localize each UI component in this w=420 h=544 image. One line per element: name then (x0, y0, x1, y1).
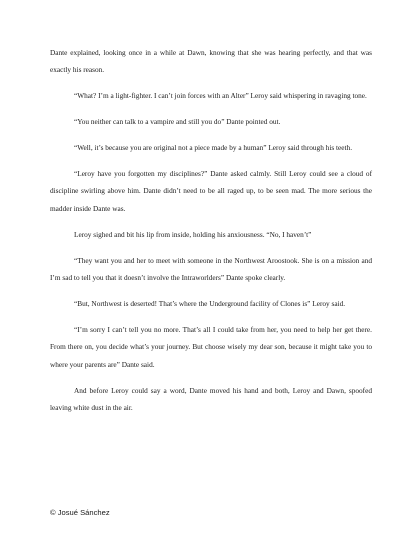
paragraph: “Well, it’s because you are original not a piece made by a human” Leroy said through his teeth. (74, 143, 353, 153)
paragraph: “Leroy have you forgotten my disciplines?” Dante asked calmly. Still Leroy could see a cloud of discipline swirling above him. Dante didn’t need to be all raged up, to be seen mad. The more serious the madder inside Dante was. (50, 169, 372, 213)
paragraph: Dante explained, looking once in a while at Dawn, knowing that she was hearing perfectly, and that was exactly his reason. (50, 48, 372, 75)
paragraph: “I’m sorry I can’t tell you no more. That’s all I could take from her, you need to help her get there. From there on, you decide what’s your journey. But choose wisely my dear son, because it might take you to where your parents are” Dante said. (50, 324, 372, 369)
story-text (50, 44, 372, 416)
paragraph: And before Leroy could say a word, Dante moved his hand and both, Leroy and Dawn, spoofed leaving white dust in the air. (50, 385, 372, 412)
paragraph: Leroy sighed and bit his lip from inside, holding his anxiousness. “No, I haven’t” (74, 229, 312, 239)
paragraph: “But, Northwest is deserted! That’s where the Underground facility of Clones is” Leroy said. (74, 298, 346, 308)
paragraph: “You neither can talk to a vampire and still you do” Dante pointed out. (74, 117, 281, 127)
copyright-footer: © Josué Sánchez (50, 508, 110, 517)
paragraph: “They want you and her to meet with someone in the Northwest Aroostook. She is on a mission and I’m sad to tell you that it doesn’t involve the Intraworlders” Dante spoke clearly. (50, 255, 372, 283)
paragraph: “What? I’m a light-fighter. I can’t join forces with an Alter” Leroy said whispering in ravaging tone. (74, 91, 367, 101)
